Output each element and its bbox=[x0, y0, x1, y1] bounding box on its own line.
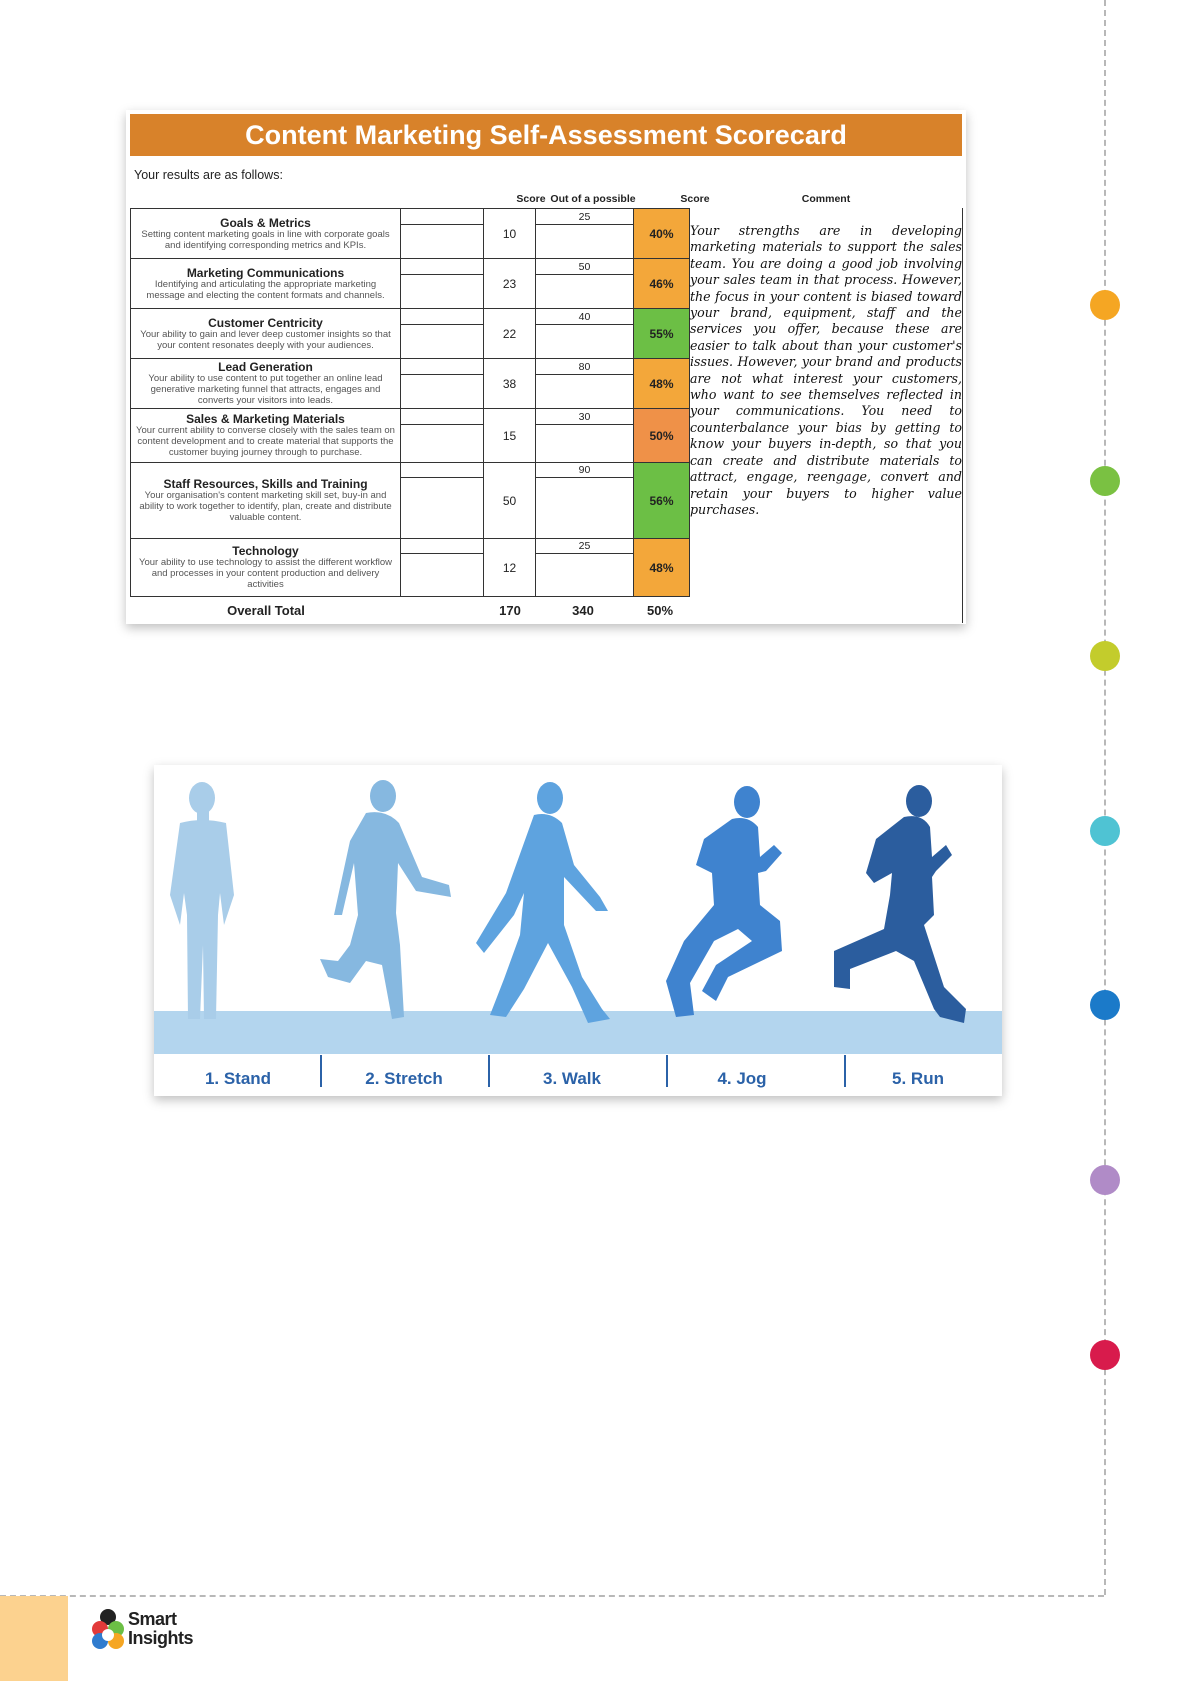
stages-illustration bbox=[154, 765, 1002, 1096]
category-description: Your organisation's content marketing skill set, buy-in and ability to work together to identify, plan, create and distribute valuable content. bbox=[139, 490, 392, 523]
possible-cell: 90 bbox=[536, 463, 634, 478]
blank-cell bbox=[401, 539, 484, 554]
footer-divider bbox=[0, 1595, 1104, 1597]
timeline-dot bbox=[1090, 1340, 1120, 1370]
possible-cell: 30 bbox=[536, 409, 634, 425]
stage-label-jog: 4. Jog bbox=[717, 1069, 767, 1088]
possible-cell: 25 bbox=[536, 209, 634, 225]
stage-label-walk: 3. Walk bbox=[543, 1069, 601, 1088]
blank-cell bbox=[401, 259, 484, 275]
category-title: Lead Generation bbox=[218, 360, 313, 375]
scorecard-row bbox=[131, 259, 690, 275]
category-description: Setting content marketing goals in line with corporate goals and identifying corresponding metrics and KPIs. bbox=[141, 228, 390, 251]
timeline-dot bbox=[1090, 641, 1120, 671]
category-title: Customer Centricity bbox=[208, 315, 323, 330]
timeline-dot bbox=[1090, 990, 1120, 1020]
score-pct-cell: 48% bbox=[634, 539, 690, 597]
score-pct-cell: 40% bbox=[634, 209, 690, 259]
score-cell: 22 bbox=[484, 309, 536, 359]
category-cell bbox=[131, 309, 401, 359]
possible-cell: 50 bbox=[536, 259, 634, 275]
score-cell: 38 bbox=[484, 359, 536, 409]
stretch-figure bbox=[320, 780, 451, 1019]
blank-cell bbox=[401, 375, 484, 409]
comment-text: Your strengths are in developing marketing materials to support the sales team. You are doing a good job involving your sales team in that process. However, the focus in your content is biased toward your brand, equipment, staff and the services you offer, because these are easier to talk about than your customer's issues. However, your brand and products are not what interest your customers, who want to see themselves reflected in your communications. You need to counterbalance your bias by getting to know your buyers in-depth, so that you can create and distribute materials to attract, engage, reengage, convert and retain your buyers to higher value purchases. bbox=[690, 223, 962, 517]
jog-figure bbox=[666, 786, 782, 1017]
stages-panel bbox=[154, 765, 1002, 1096]
category-description: Your current ability to converse closely with the sales team on content development and to create material that supports the customer buying journey through to purchase. bbox=[136, 425, 395, 458]
timeline-dot bbox=[1090, 290, 1120, 320]
category-description: Identifying and articulating the appropriate marketing message and electing the content formats and channels. bbox=[146, 278, 385, 301]
category-title: Marketing Communications bbox=[186, 265, 345, 280]
score-cell: 12 bbox=[484, 539, 536, 597]
category-title: Sales & Marketing Materials bbox=[186, 412, 345, 427]
score-pct-cell: 48% bbox=[634, 359, 690, 409]
header-score-pct: Score bbox=[680, 193, 710, 205]
scorecard bbox=[126, 110, 966, 624]
blank-cell bbox=[536, 554, 634, 597]
scorecard-row bbox=[131, 409, 690, 425]
blank-cell bbox=[401, 325, 484, 359]
category-title: Technology bbox=[232, 544, 299, 559]
score-cell: 50 bbox=[484, 463, 536, 539]
footer-accent-block bbox=[0, 1596, 68, 1681]
blank-cell bbox=[536, 425, 634, 463]
smart-insights-logo-text bbox=[128, 1610, 193, 1648]
logo-line-1: Smart bbox=[128, 1609, 177, 1629]
scorecard-row bbox=[131, 359, 690, 375]
blank-cell bbox=[401, 554, 484, 597]
score-cell: 23 bbox=[484, 259, 536, 309]
score-pct-cell: 50% bbox=[634, 409, 690, 463]
category-cell bbox=[131, 463, 401, 539]
header-possible: Out of a possible bbox=[550, 193, 636, 205]
blank-cell bbox=[401, 425, 484, 463]
score-pct-cell: 56% bbox=[634, 463, 690, 539]
blank-cell bbox=[401, 225, 484, 259]
blank-cell bbox=[536, 375, 634, 409]
run-figure bbox=[834, 785, 966, 1023]
score-cell: 10 bbox=[484, 209, 536, 259]
walk-figure bbox=[476, 782, 610, 1023]
total-possible: 340 bbox=[572, 603, 594, 618]
scorecard-table bbox=[130, 208, 690, 597]
blank-cell bbox=[401, 409, 484, 425]
scorecard-intro: Your results are as follows: bbox=[134, 168, 283, 182]
total-label: Overall Total bbox=[227, 603, 305, 618]
category-title: Goals & Metrics bbox=[220, 215, 311, 230]
timeline-dot bbox=[1090, 816, 1120, 846]
ground-strip bbox=[154, 1011, 1002, 1054]
category-description: Your ability to use content to put together an online lead generative marketing funnel that attracts, engages and converts your visitors into leads. bbox=[148, 373, 383, 406]
blank-cell bbox=[536, 275, 634, 309]
scorecard-row bbox=[131, 209, 690, 225]
smart-insights-logo-icon bbox=[90, 1608, 126, 1652]
blank-cell bbox=[401, 463, 484, 478]
category-title: Staff Resources, Skills and Training bbox=[163, 477, 368, 492]
stage-label-stand: 1. Stand bbox=[204, 1069, 272, 1088]
blank-cell bbox=[401, 309, 484, 325]
blank-cell bbox=[401, 209, 484, 225]
stage-label-stretch: 2. Stretch bbox=[365, 1069, 443, 1088]
category-cell bbox=[131, 259, 401, 309]
total-score: 170 bbox=[499, 603, 521, 618]
category-description: Your ability to use technology to assist the different workflow and processes in your content production and delivery activities bbox=[139, 557, 392, 590]
scorecard-title: Content Marketing Self-Assessment Scorecard bbox=[130, 114, 962, 156]
possible-cell: 25 bbox=[536, 539, 634, 554]
scorecard-row bbox=[131, 539, 690, 554]
blank-cell bbox=[536, 325, 634, 359]
timeline-dot bbox=[1090, 466, 1120, 496]
blank-cell bbox=[401, 275, 484, 309]
score-pct-cell: 46% bbox=[634, 259, 690, 309]
stand-figure bbox=[170, 782, 234, 1019]
blank-cell bbox=[401, 478, 484, 539]
blank-cell bbox=[536, 478, 634, 539]
blank-cell bbox=[536, 225, 634, 259]
stage-label-run: 5. Run bbox=[892, 1069, 944, 1088]
category-cell bbox=[131, 209, 401, 259]
timeline-dot bbox=[1090, 1165, 1120, 1195]
header-score: Score bbox=[516, 193, 546, 205]
score-pct-cell: 55% bbox=[634, 309, 690, 359]
category-cell bbox=[131, 409, 401, 463]
comment-border bbox=[962, 208, 963, 623]
category-cell bbox=[131, 539, 401, 597]
category-cell bbox=[131, 359, 401, 409]
total-pct: 50% bbox=[646, 603, 674, 618]
score-cell: 15 bbox=[484, 409, 536, 463]
possible-cell: 80 bbox=[536, 359, 634, 375]
category-description: Your ability to gain and lever deep customer insights so that your content resonates deeply with your audiences. bbox=[140, 328, 391, 351]
scorecard-row bbox=[131, 309, 690, 325]
possible-cell: 40 bbox=[536, 309, 634, 325]
scorecard-row bbox=[131, 463, 690, 478]
logo-line-2: Insights bbox=[128, 1628, 194, 1648]
blank-cell bbox=[401, 359, 484, 375]
header-comment: Comment bbox=[801, 193, 851, 205]
